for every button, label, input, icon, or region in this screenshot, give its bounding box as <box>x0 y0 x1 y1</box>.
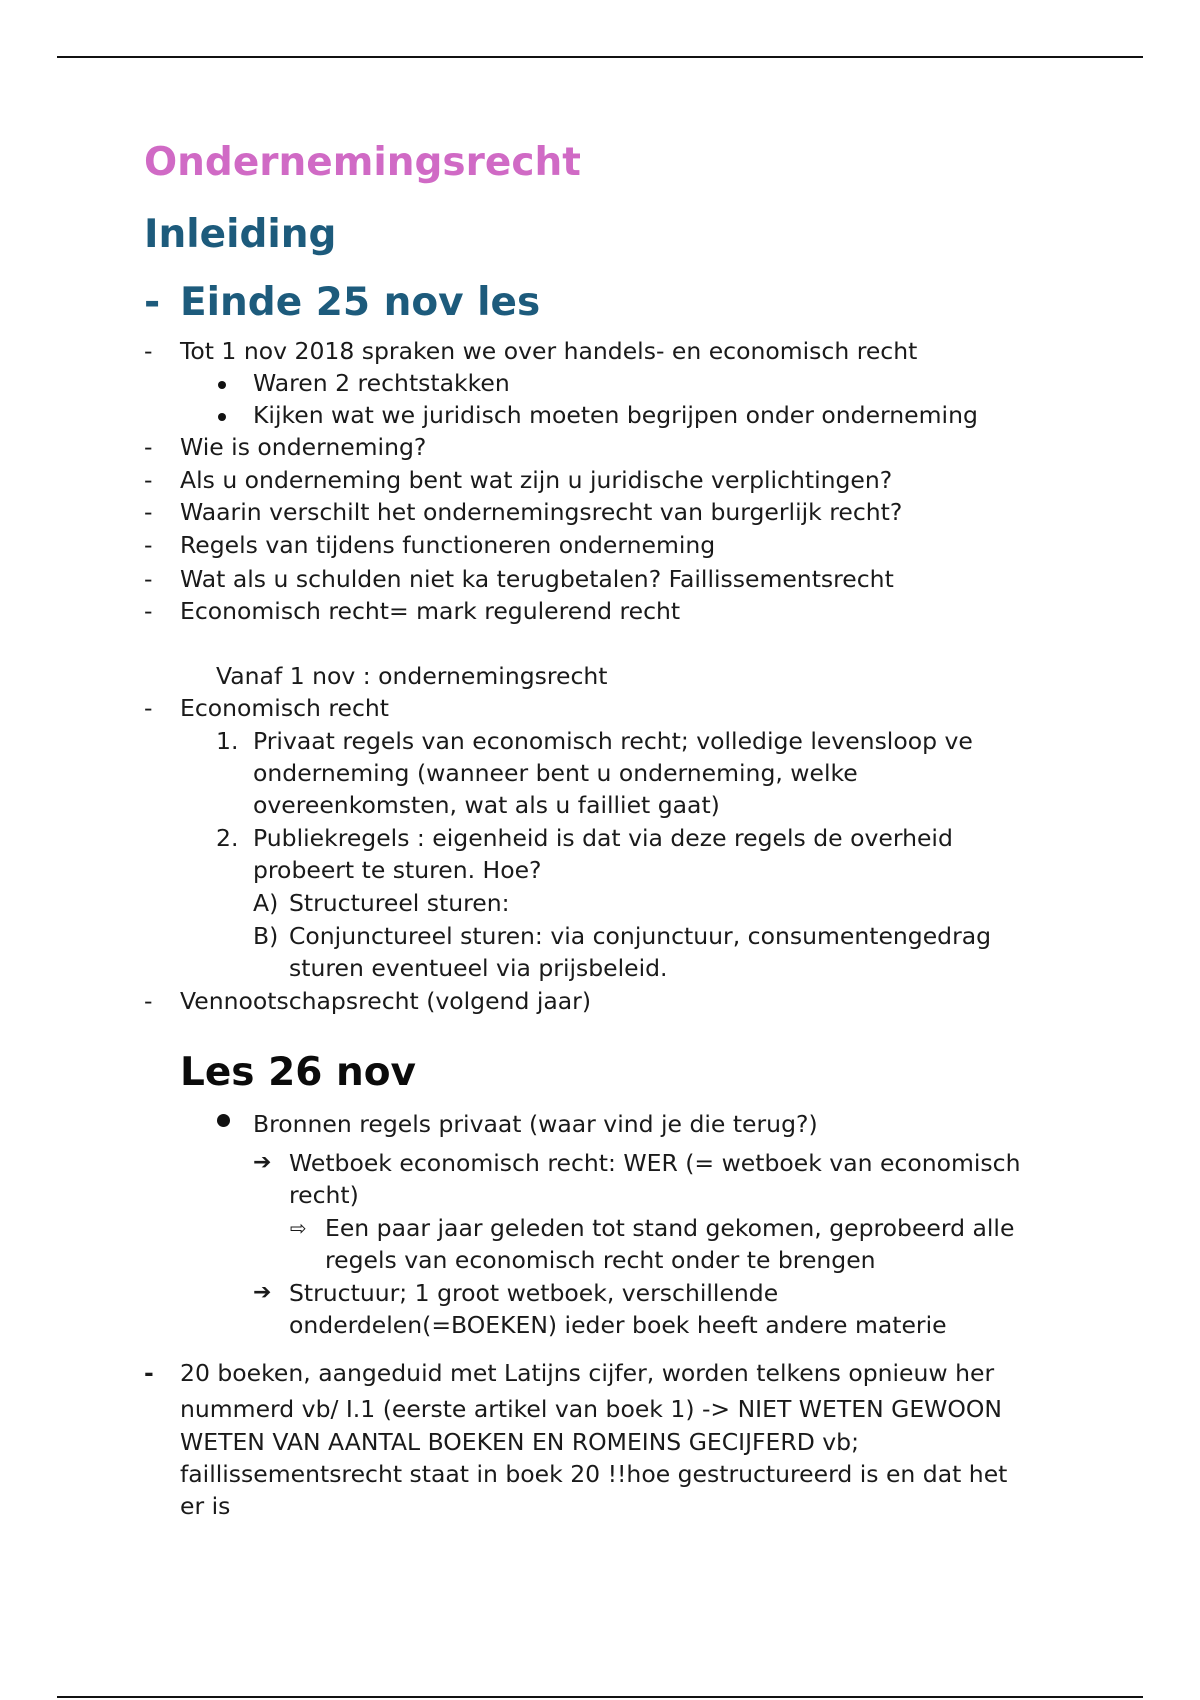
letter-marker: A) <box>253 889 279 917</box>
list-item: Economisch recht= mark regulerend recht <box>180 597 681 625</box>
numbered-item-line: Publiekregels : eigenheid is dat via deze regels de overheid <box>253 824 953 852</box>
paragraph-line: nummerd vb/ I.1 (eerste artikel van boek 1) -> NIET WETEN GEWOON <box>180 1395 1002 1423</box>
list-item: Regels van tijdens functioneren onderneming <box>180 531 716 559</box>
lesson-heading: Les 26 nov <box>180 1050 416 1095</box>
arrow-item-line: recht) <box>289 1181 359 1209</box>
dash-marker: - <box>144 466 153 494</box>
list-subitem: Waren 2 rechtstakken <box>253 369 510 397</box>
numbered-item-line: onderneming (wanneer bent u onderneming, welke <box>253 759 858 787</box>
hollow-arrow-icon: ⇨ <box>290 1216 307 1240</box>
arrow-item-line: Wetboek economisch recht: WER (= wetboek van economisch <box>289 1149 1021 1177</box>
paragraph-line: 20 boeken, aangeduid met Latijns cijfer, worden telkens opnieuw her <box>180 1359 995 1387</box>
subsection-heading <box>144 280 540 325</box>
letter-marker: B) <box>253 922 279 950</box>
dash-marker: - <box>144 987 153 1015</box>
list-item: Tot 1 nov 2018 spraken we over handels- en economisch recht <box>180 337 918 365</box>
dash-marker: - <box>144 498 153 526</box>
arrow-item-line: Structuur; 1 groot wetboek, verschillende <box>289 1279 779 1307</box>
number-marker: 2. <box>216 824 239 852</box>
hollow-arrow-item-line: regels van economisch recht onder te brengen <box>325 1246 876 1274</box>
lettered-item-line: sturen eventueel via prijsbeleid. <box>289 954 668 982</box>
paragraph-line: er is <box>180 1492 231 1520</box>
list-item: Vennootschapsrecht (volgend jaar) <box>180 987 591 1015</box>
paragraph-line: WETEN VAN AANTAL BOEKEN EN ROMEINS GECIJFERD vb; <box>180 1428 860 1456</box>
hollow-arrow-item-line: Een paar jaar geleden tot stand gekomen, geprobeerd alle <box>325 1214 1015 1242</box>
list-item: Als u onderneming bent wat zijn u juridische verplichtingen? <box>180 466 893 494</box>
dash-marker: - <box>144 337 153 365</box>
bullet-icon <box>218 381 226 389</box>
subsection-dash: - <box>144 280 161 325</box>
arrow-right-icon: ➔ <box>253 1280 272 1305</box>
list-item: Waarin verschilt het ondernemingsrecht van burgerlijk recht? <box>180 498 903 526</box>
lettered-item-line: Conjunctureel sturen: via conjunctuur, consumentengedrag <box>289 922 992 950</box>
lettered-item-line: Structureel sturen: <box>289 889 510 917</box>
list-item: Wie is onderneming? <box>180 433 427 461</box>
dash-marker: - <box>144 694 153 722</box>
numbered-item-line: Privaat regels van economisch recht; volledige levensloop ve <box>253 727 973 755</box>
number-marker: 1. <box>216 727 239 755</box>
dash-marker: - <box>144 1359 154 1387</box>
numbered-item-line: probeert te sturen. Hoe? <box>253 856 542 884</box>
dash-marker: - <box>144 565 153 593</box>
top-rule <box>57 56 1143 58</box>
numbered-item-line: overeenkomsten, wat als u failliet gaat) <box>253 791 720 819</box>
subsection-text: Einde 25 nov les <box>180 280 541 325</box>
paragraph-line: faillissementsrecht staat in boek 20 !!hoe gestructureerd is en dat het <box>180 1460 1008 1488</box>
list-item: Economisch recht <box>180 694 389 722</box>
arrow-item-line: onderdelen(=BOEKEN) ieder boek heeft andere materie <box>289 1311 947 1339</box>
bullet-icon <box>218 413 226 421</box>
paragraph: Vanaf 1 nov : ondernemingsrecht <box>216 662 608 690</box>
dash-marker: - <box>144 597 153 625</box>
list-item: Wat als u schulden niet ka terugbetalen? Faillissementsrecht <box>180 565 894 593</box>
list-subitem: Kijken wat we juridisch moeten begrijpen onder onderneming <box>253 401 978 429</box>
dash-marker: - <box>144 433 153 461</box>
document-title: Ondernemingsrecht <box>144 140 581 185</box>
bottom-rule <box>57 1696 1143 1698</box>
list-item: Bronnen regels privaat (waar vind je die terug?) <box>253 1110 818 1138</box>
section-heading: Inleiding <box>144 212 337 257</box>
arrow-right-icon: ➔ <box>253 1150 272 1175</box>
bullet-icon <box>217 1114 230 1127</box>
dash-marker: - <box>144 531 153 559</box>
